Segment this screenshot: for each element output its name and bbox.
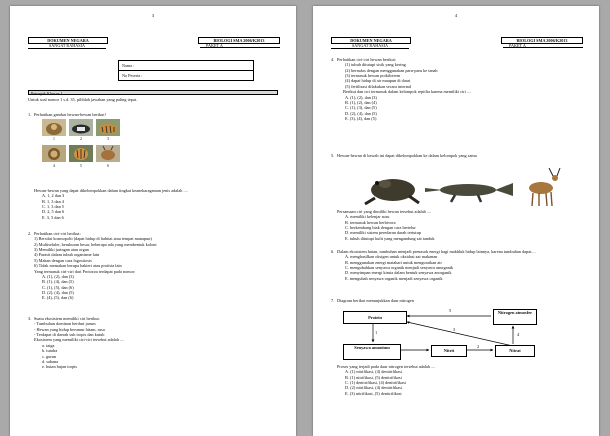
question-number: 7. — [331, 298, 335, 303]
image-label: 3 — [107, 137, 109, 142]
page-number: 3 — [151, 13, 155, 18]
answer-option[interactable]: E. (3), (4), dan (5) — [345, 115, 377, 121]
arrow-label-5: 5 — [449, 308, 452, 313]
answer-option[interactable]: B. (1) nitrifikasi, (5) denitrifikasi — [345, 374, 402, 380]
question-text: Dalam ekosistem hutan, tumbuhan menjadi prenasok energi bagi makhluk hidup lainnya, karena tumbuhan dapat.... — [337, 249, 536, 254]
answer-option[interactable]: A. (1), (2), dan (3) — [345, 94, 377, 100]
image-label: 2 — [80, 137, 82, 142]
answer-option[interactable]: A. (1), (2), dan (3) — [42, 273, 74, 279]
answer-option[interactable]: d. sabana — [42, 358, 58, 364]
answer-option[interactable]: B. (1), (4), dan (5) — [42, 279, 74, 285]
question-stem: Berikut dan ciri termasuk dalam kelompok reptilia karena memiliki ciri .... — [343, 89, 472, 95]
instruction-title: Petunjuk Khusus 1 — [28, 90, 278, 95]
question-text: Perhatikan ciri-ciri hewan berikut: — [337, 57, 397, 62]
image-label: 4 — [53, 163, 55, 168]
image-label: 5 — [80, 163, 82, 168]
question-stem: Proses yang terjadi pada daur nitrogen tersebut adalah .... — [337, 364, 436, 369]
list-item: - Terdapat di daerah sub tropis dan kutub — [34, 332, 105, 338]
question-5 — [331, 153, 581, 158]
page-number: 4 — [454, 13, 458, 18]
answer-option[interactable]: e. hutan hujan tropis — [42, 364, 78, 370]
lion-image — [42, 119, 66, 136]
list-item: - Hewan yang hidup berumur hitam, rusa — [34, 326, 105, 332]
question-number: 2. — [28, 231, 32, 236]
tiger-image — [69, 145, 93, 162]
animal-images — [363, 168, 563, 208]
answer-option[interactable]: C. 1, 3 dan 5 — [42, 204, 64, 210]
arrow-label-3: 3 — [453, 327, 456, 332]
frog-image — [365, 179, 419, 204]
list-item: (5) fertilisasi dilakukan secara internal — [345, 83, 412, 89]
answer-option[interactable]: E. (4), (5), dan (6) — [42, 295, 74, 301]
animal-image-2 — [69, 119, 93, 142]
question-1 — [28, 112, 278, 117]
answer-option[interactable]: B. termasuk hewan herbivora — [345, 219, 396, 225]
header-right-sub: PAKET A — [503, 43, 583, 48]
page-header — [331, 37, 583, 49]
right-page — [313, 6, 599, 436]
ammonium-box: Senyawa amonium — [343, 344, 401, 360]
question-stem: Persamaan ciri yang dimiliki hewan tersebut adalah .... — [337, 209, 432, 214]
question-2 — [28, 231, 278, 301]
answer-option[interactable]: C. (1), (3), dan (5) — [345, 105, 377, 111]
question-stem: Ekosistem yang memiliki ciri-ciri tersebut adalah .... — [34, 337, 125, 343]
name-box — [118, 60, 254, 81]
list-item: - Tumbuhan dominan berduri jarum — [34, 321, 96, 327]
nitrate-box: Nitrat — [495, 345, 535, 357]
header-right-sub: PAKET A — [200, 43, 280, 48]
list-item: 3) Memiliki jaringan atau organ — [34, 247, 89, 253]
question-number: 4. — [331, 57, 335, 62]
answer-option[interactable]: B. 1, 3 dan 4 — [42, 198, 64, 204]
answer-option[interactable]: A. 1, 2 dan 3 — [42, 193, 65, 199]
answer-option[interactable]: C. mengubahkan senyawa organik menjadi senyawa anorganik — [345, 265, 454, 271]
list-item: 2) Multiseluler, berukuran besar, beberapa ada yang membentuk koloni — [34, 241, 157, 247]
answer-option[interactable]: b. tundra — [42, 348, 58, 354]
image-label: 1 — [53, 137, 55, 142]
arrow-label-1: 1 — [375, 330, 378, 335]
protein-box: Protein — [343, 311, 407, 324]
deer-image — [96, 145, 120, 162]
question-7-stem — [331, 364, 581, 396]
arrow-label-2: 2 — [477, 344, 480, 349]
answer-option[interactable]: A. menghasilkan oksigen untuk oksidasi zat makanan — [345, 254, 438, 260]
header-right: BIOLOGI SMA 2006/K2013 — [501, 37, 583, 44]
answer-option[interactable]: C. (1), (5), dan (6) — [42, 284, 74, 290]
answer-option[interactable]: D. memiliki sistem peredaran darah tertutup — [345, 230, 421, 236]
question-text: Diagram berikut menunjukkan daur nitrogen — [337, 298, 414, 303]
lion-image — [42, 145, 66, 162]
list-item: (2) bernafas dengan menggunakan paru-paru ke tanah — [345, 67, 438, 73]
question-3 — [28, 316, 278, 370]
answer-option[interactable]: E. 3, 5 dan 6 — [42, 214, 64, 220]
exam-number-label: No Peserta : — [122, 73, 143, 78]
question-number: 1. — [28, 112, 32, 117]
nitrogen-atmosphere-box: Nitrogen atmosfer — [493, 309, 537, 325]
image-label: 6 — [107, 163, 109, 168]
answer-option[interactable]: C. (1) denitrifikasi, (4) denitrifikasi — [345, 380, 406, 386]
tapir-image — [69, 119, 93, 136]
question-7 — [331, 298, 581, 303]
answer-option[interactable]: D. (2), (4), dan (5) — [42, 289, 74, 295]
list-item: 1) Bersifat kosmopolit (dapat hidup di habitat atau tempat manapun) — [34, 236, 152, 242]
header-left: DOKUMEN NEGARA — [331, 37, 411, 44]
header-left: DOKUMEN NEGARA — [28, 37, 108, 44]
answer-option[interactable]: D. (2), (4), dan (5) — [345, 110, 377, 116]
answer-option[interactable]: D. 2, 5 dan 6 — [42, 209, 65, 215]
name-field-label: Nama : — [119, 61, 253, 71]
antelope-image — [529, 168, 560, 206]
question-5-stem — [331, 209, 581, 241]
list-item: (1) tubuh ditutupi sisik yang kering — [345, 62, 406, 68]
nitrogen-cycle-diagram — [341, 308, 551, 360]
answer-option[interactable]: C. berkembang biak dengan cara bertelur — [345, 225, 416, 231]
arrow-label-4: 4 — [517, 332, 520, 337]
list-item: 4) Parasit dalam tubuh organisme lain — [34, 252, 100, 258]
question-1-stem — [28, 188, 278, 220]
question-text: Perhatikan ciri-ciri berikut: — [34, 231, 81, 236]
question-stem: Hewan-hewan yang dapat dikelompokkan dalam tingkat keanekaragaman jenis adalah .... — [34, 188, 188, 193]
question-text: Suatu ekosistem memiliki ciri berikut: — [34, 316, 100, 321]
header-left-sub: SANGAT RAHASIA — [331, 43, 409, 49]
answer-option[interactable]: E. mengubah senyawa organik menjadi senyawa organik — [345, 275, 443, 281]
question-6 — [331, 249, 581, 281]
list-item: (4) dapat hidup di air maupun di darat — [345, 78, 411, 84]
question-stem: Yang termasuk ciri-ciri dari Protozoa terdapat pada nomor: — [34, 268, 136, 274]
question-number: 5. — [331, 153, 335, 158]
animal-images — [42, 119, 120, 169]
animal-image-6 — [96, 145, 120, 168]
answer-option[interactable]: c. gurun — [42, 353, 57, 359]
answer-option[interactable]: D. (2) nitrifikasi, (4) denitrifikasi — [345, 385, 403, 391]
answer-option[interactable]: A. (1) nitrifikasi, (4) denitrifikasi — [345, 369, 403, 375]
answer-option[interactable]: E. tubuh ditutupi kulit yang mengandung zat tanduk — [345, 235, 435, 241]
answer-option[interactable]: B. menggunakan energi matahari untuk menguraikan air — [345, 259, 442, 265]
nitrite-box: Nitrit — [431, 345, 467, 357]
question-number: 6. — [331, 249, 335, 254]
question-number: 3. — [28, 316, 32, 321]
left-page — [10, 6, 296, 436]
animal-image-5 — [69, 145, 93, 168]
tiger-image — [96, 119, 120, 136]
animal-image-4 — [42, 145, 66, 168]
answer-option[interactable]: A. memiliki kelenjar susu — [345, 214, 390, 220]
answer-option[interactable]: a. taiga — [42, 342, 55, 348]
crocodile-image — [425, 183, 513, 202]
header-left-sub: SANGAT RAHASIA — [28, 43, 106, 49]
answer-option[interactable]: D. menyimpan energi kimia dalam bentuk senyawa anorganik — [345, 270, 452, 276]
page-header — [28, 37, 280, 49]
header-right: BIOLOGI SMA 2006/K2013 — [198, 37, 280, 44]
question-text: Perhatikan gambar hewan-hewan berikut! — [34, 112, 106, 117]
answer-option[interactable]: E. (3) nitrifikasi, (5) denitrifikasi — [345, 390, 402, 396]
animal-image-3 — [96, 119, 120, 142]
list-item: 5) Makan dengan cara fagositosis — [34, 257, 92, 263]
list-item: 6) Tidak memakan berupa bakteri atau protista lain — [34, 263, 122, 269]
question-text: Hewan-hewan di bawah ini dapat dikelompokkan ke dalam kelompok yang sama — [337, 153, 477, 158]
animal-image-1 — [42, 119, 66, 142]
list-item: (3) termasuk hewan poikiloterm — [345, 73, 401, 79]
answer-option[interactable]: B. (1), (2), dan (4) — [345, 99, 377, 105]
instruction-text: Untuk soal nomor 1 s.d. 35, pilihlah jawaban yang paling tepat. — [28, 97, 138, 102]
question-4 — [331, 57, 581, 121]
